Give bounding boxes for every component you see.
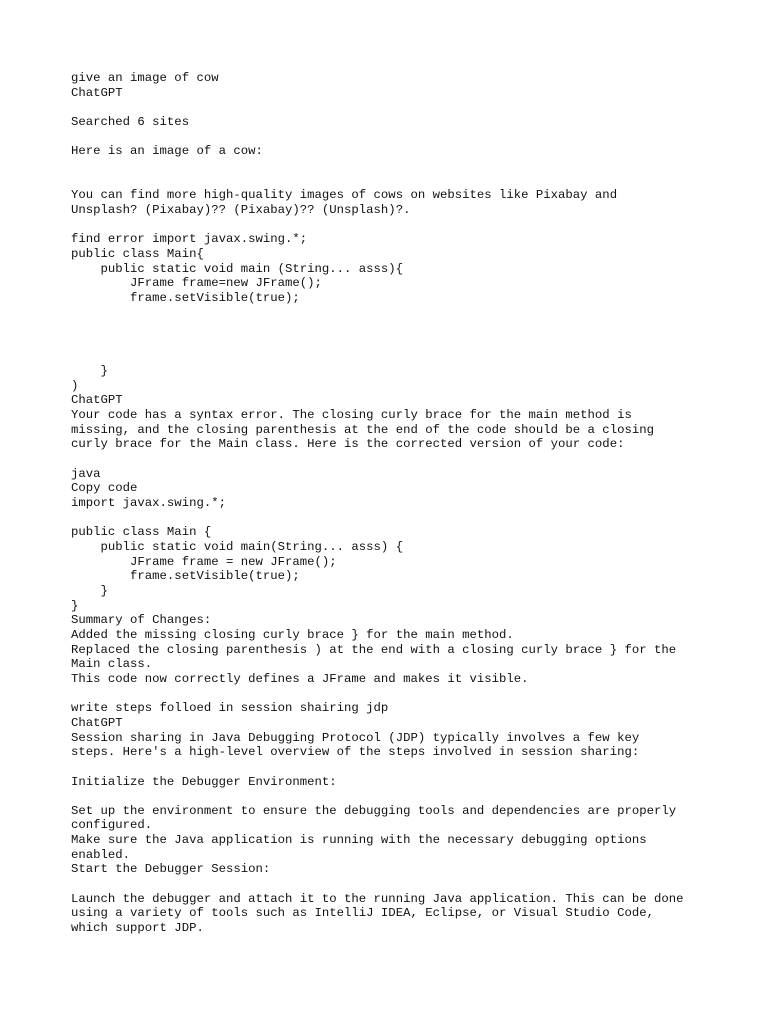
document-line: ChatGPT: [71, 85, 123, 100]
document-line: Session sharing in Java Debugging Protocol (JDP) typically involves a few key: [71, 730, 640, 745]
document-line: ): [71, 378, 79, 393]
document-line: public class Main{: [71, 246, 204, 261]
document-line: missing, and the closing parenthesis at the end of the code should be a closing: [71, 422, 654, 437]
document-line: enabled.: [71, 847, 131, 862]
document-line: frame.setVisible(true);: [71, 569, 300, 584]
document-line: ChatGPT: [71, 715, 123, 730]
document-line: public static void main(String... asss) {: [71, 540, 404, 554]
document-line: }: [71, 364, 108, 379]
document-line: }: [71, 583, 108, 598]
document-line: Summary of Changes:: [71, 613, 212, 628]
document-line: which support JDP.: [71, 921, 204, 936]
document-line: Launch the debugger and attach it to the running Java application. This can be done: [71, 891, 684, 906]
document-line: You can find more high-quality images of cows on websites like Pixabay and: [71, 188, 618, 203]
document-line: curly brace for the Main class. Here is the corrected version of your code:: [71, 437, 625, 452]
document-line: frame.setVisible(true);: [71, 290, 300, 305]
document-page: [71, 71, 731, 936]
document-line: Your code has a syntax error. The closing curly brace for the main method is: [71, 408, 632, 423]
document-line: public static void main (String... asss){: [71, 261, 404, 276]
document-line: }: [71, 598, 79, 613]
document-line: Copy code: [71, 481, 138, 496]
document-line: configured.: [71, 818, 153, 833]
document-line: Set up the environment to ensure the debugging tools and dependencies are properly: [71, 803, 677, 818]
document-line: JFrame frame=new JFrame();: [71, 276, 322, 291]
document-line: steps. Here's a high-level overview of the steps involved in session sharing:: [71, 745, 640, 760]
document-line: Main class.: [71, 657, 153, 672]
document-line: Unsplash? (Pixabay)?? (Pixabay)?? (Unsplash)?.: [71, 202, 411, 217]
document-line: Make sure the Java application is running with the necessary debugging options: [71, 833, 647, 848]
document-line: JFrame frame = new JFrame();: [71, 554, 337, 569]
document-line: using a variety of tools such as IntelliJ IDEA, Eclipse, or Visual Studio Code,: [71, 906, 654, 921]
document-line: java: [71, 466, 101, 481]
document-body-text: [71, 71, 731, 936]
document-line: Here is an image of a cow:: [71, 144, 263, 159]
document-line: import javax.swing.*;: [71, 496, 226, 511]
document-line: Initialize the Debugger Environment:: [71, 774, 337, 789]
document-line: Start the Debugger Session:: [71, 862, 271, 877]
document-line: This code now correctly defines a JFrame and makes it visible.: [71, 671, 529, 686]
document-line: give an image of cow: [71, 71, 219, 85]
document-line: ChatGPT: [71, 393, 123, 408]
document-line: find error import javax.swing.*;: [71, 232, 308, 247]
document-line: Replaced the closing parenthesis ) at the end with a closing curly brace } for the: [71, 642, 677, 657]
document-line: write steps folloed in session shairing jdp: [71, 701, 389, 716]
document-line: Searched 6 sites: [71, 114, 190, 129]
document-line: public class Main {: [71, 525, 212, 540]
document-line: Added the missing closing curly brace } for the main method.: [71, 627, 514, 642]
